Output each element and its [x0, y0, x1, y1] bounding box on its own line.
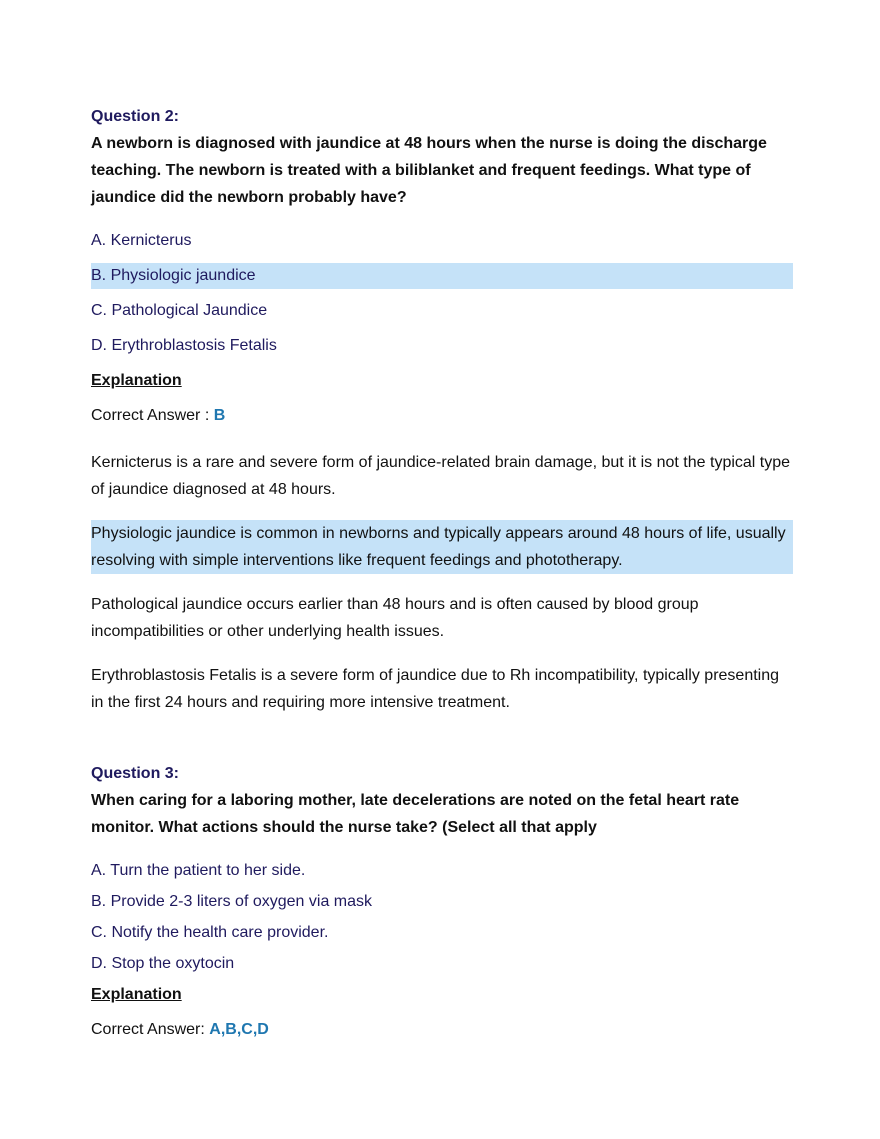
question-3-option-c[interactable]: C. Notify the health care provider. — [91, 924, 329, 941]
question-2-text: A newborn is diagnosed with jaundice at 48 hours when the nurse is doing the discharge teaching. The newborn is treated with a biliblanket and frequent feedings. What type of jaundice did the newborn probably have? — [91, 135, 767, 206]
question-2-explanation-4: Erythroblastosis Fetalis is a severe form of jaundice due to Rh incompatibility, typically presenting in the first 24 hours and requiring more intensive treatment. — [91, 667, 780, 711]
question-3-option-a[interactable]: A. Turn the patient to her side. — [91, 862, 306, 879]
question-3-option-d[interactable]: D. Stop the oxytocin — [91, 955, 235, 972]
question-2 — [91, 104, 793, 716]
question-3-explanation-heading: Explanation — [91, 986, 182, 1003]
question-2-option-d[interactable]: D. Erythroblastosis Fetalis — [91, 337, 277, 354]
question-2-option-c[interactable]: C. Pathological Jaundice — [91, 302, 268, 319]
question-3-answer-value: A,B,C,D — [209, 1021, 269, 1038]
question-3-text: When caring for a laboring mother, late decelerations are noted on the fetal heart rate monitor. What actions should the nurse take? (Select all that apply — [91, 792, 740, 836]
question-2-heading: Question 2: — [91, 108, 180, 125]
question-2-options — [91, 228, 793, 359]
question-3-answer-label: Correct Answer: — [91, 1021, 210, 1038]
question-2-option-a[interactable]: A. Kernicterus — [91, 232, 192, 249]
question-3 — [91, 761, 793, 1043]
question-3-options — [91, 858, 793, 977]
question-2-correct-answer — [91, 403, 793, 429]
question-2-explanation-3: Pathological jaundice occurs earlier than 48 hours and is often caused by blood group incompatibilities or other underlying health issues. — [91, 596, 699, 640]
question-3-correct-answer — [91, 1017, 793, 1043]
question-2-explanation-2: Physiologic jaundice is common in newborns and typically appears around 48 hours of life, usually resolving with simple interventions like frequent feedings and phototherapy. — [91, 520, 793, 574]
question-2-answer-label: Correct Answer : — [91, 407, 214, 424]
question-2-explanation-heading: Explanation — [91, 372, 182, 389]
question-2-option-b[interactable]: B. Physiologic jaundice — [91, 263, 793, 289]
question-2-explanation-1: Kernicterus is a rare and severe form of jaundice-related brain damage, but it is not the typical type of jaundice diagnosed at 48 hours. — [91, 454, 791, 498]
question-2-answer-value: B — [213, 407, 226, 424]
quiz-page — [91, 104, 793, 1043]
question-3-heading: Question 3: — [91, 765, 180, 782]
question-3-option-b[interactable]: B. Provide 2-3 liters of oxygen via mask — [91, 893, 373, 910]
